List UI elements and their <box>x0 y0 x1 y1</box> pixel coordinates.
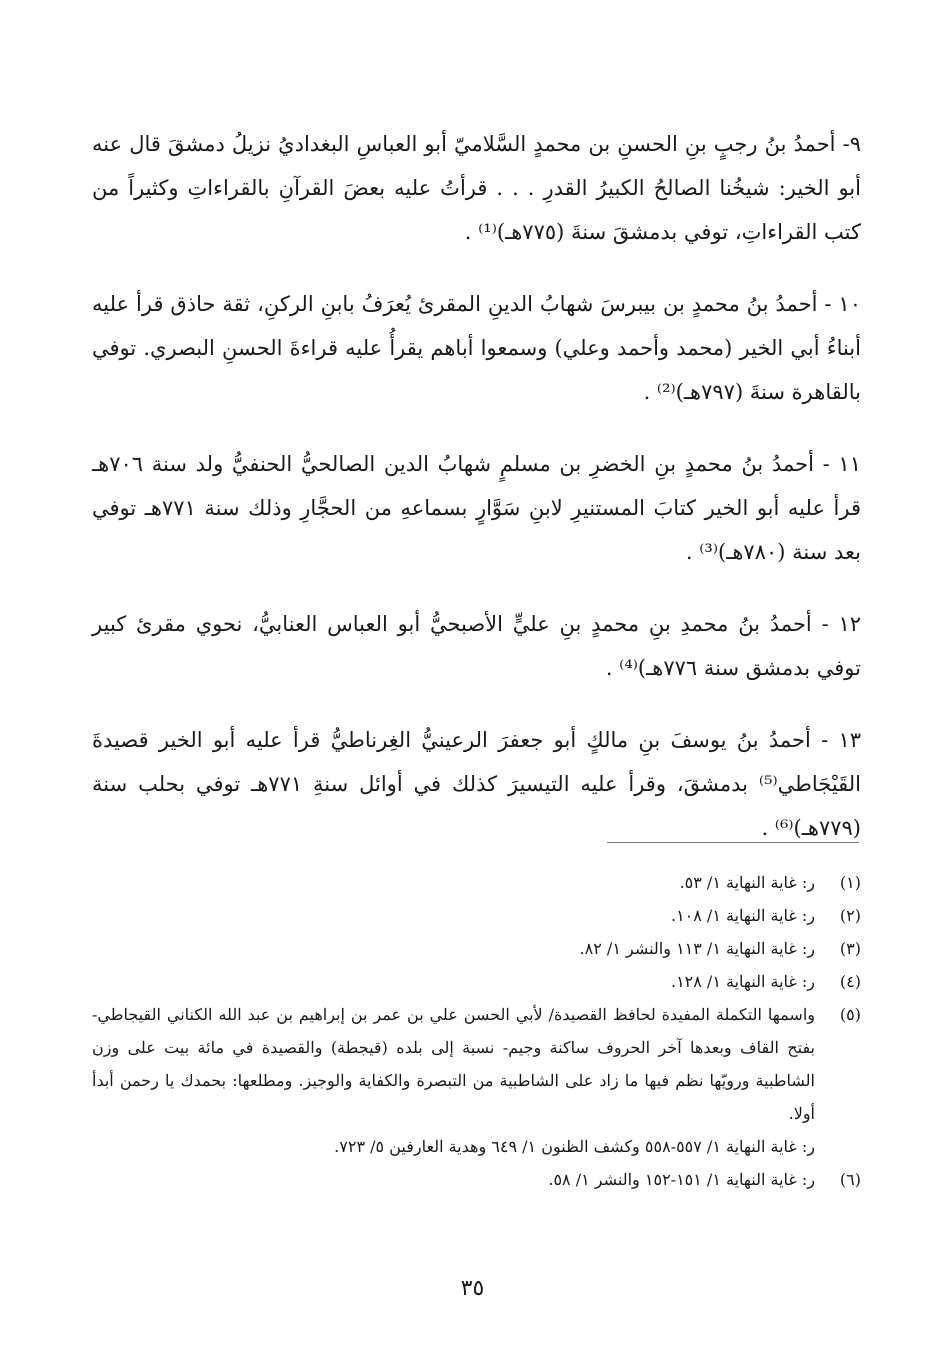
entry-number: ٩- <box>842 132 861 156</box>
footnote-5-reference: ر: غاية النهاية ١/ ٥٥٧-٥٥٨ وكشف الظنون ١/ ٦٤٩ وهدية العارفين ٥/ ٧٢٣. <box>334 1137 815 1156</box>
footnote-text: ر: غاية النهاية ١/ ١٠٨. <box>670 906 815 925</box>
entry-text: أحمدُ بنُ رجبٍ بنِ الحسنِ بن محمدٍ السَّلاميّ أبو العباسِ البغداديُ نزيلُ دمشقَ قال عنه أبو الخير: شيخُنا الصالحُ الكبيرُ القدرِ . . . قرأتُ عليه بعضَ القرآنِ بالقراءاتِ وكثيراً من كتب القراءاتِ، توفي بدمشقَ سنةَ (٧٧٥هـ)⁽¹⁾ . <box>92 132 861 244</box>
footnote-text: ر: غاية النهاية ١/ ١٥١-١٥٢ والنشر ١/ ٥٨. <box>548 1170 815 1189</box>
biography-entries <box>92 122 861 878</box>
footnote-number: (٢) <box>839 906 861 925</box>
entry-number: ١٢ - <box>821 612 861 636</box>
footnote-number: (٥) <box>839 1005 861 1024</box>
entry-text: أحمدُ بنُ يوسفَ بنِ مالكٍ أبو جعفرَ الرعينيُّ الغِرناطيُّ قرأ عليه أبو الخير قصيدةَ القَيْجَاطي⁽⁵⁾ بدمشقَ، وقرأ عليه التيسيرَ كذلك في أوائل سنةِ ٧٧١هـ توفي بحلب سنة (٧٧٩هـ)⁽⁶⁾ . <box>92 728 862 840</box>
footnote-4 <box>92 965 861 998</box>
footnote-1 <box>92 866 861 899</box>
footnote-divider <box>607 842 859 843</box>
biography-entry-11 <box>92 442 861 574</box>
entry-number: ١٣ - <box>821 728 861 752</box>
footnote-text: ر: غاية النهاية ١/ ١١٣ والنشر ١/ ٨٢. <box>579 939 815 958</box>
entry-text: أحمدُ بنُ محمدٍ بنِ الخضرِ بن مسلمٍ شهابُ الدين الصالحيُّ الحنفيُّ ولد سنة ٧٠٦هـ قرأ عليه أبو الخير كتابَ المستنيرِ لابنِ سَوَّارٍ بسماعهِ من الحجَّارِ وذلك سنة ٧٧١هـ توفي بعد سنة (٧٨٠هـ)⁽³⁾ . <box>92 452 861 564</box>
footnote-number: (٣) <box>839 939 861 958</box>
page-number: ٣٥ <box>460 1276 485 1301</box>
footnote-2 <box>92 899 861 932</box>
footnotes <box>92 866 861 1196</box>
footnote-number: (٤) <box>839 972 861 991</box>
biography-entry-13 <box>92 718 861 850</box>
footnote-text: ر: غاية النهاية ١/ ١٢٨. <box>670 972 815 991</box>
footnote-number: (٦) <box>839 1170 861 1189</box>
footnote-number: (١) <box>839 873 861 892</box>
biography-entry-10 <box>92 282 861 414</box>
entry-number: ١١ - <box>822 452 861 476</box>
entry-text: أحمدُ بنُ محمدِ بنِ محمدٍ بنِ عليٍّ الأصبحيُّ أبو العباس العنابيُّ، نحوي مقرئ كبير توفي بدمشق سنة ٧٧٦هـ)⁽⁴⁾ . <box>92 612 861 680</box>
footnote-text: واسمها التكملة المفيدة لحافظ القصيدة/ لأبي الحسن علي بن عمر بن إبراهيم بن عبد الله الكناني القيجاطي- بفتح القاف وبعدها آخر الحروف ساكنة وجيم- نسبة إلى بلده (قيجطة) والقصيدة في مائة بيت على وزن الشاطبية ورويّها نظم فيها ما زاد على الشاطبية من التبصرة والكفاية والوجيز. ومطلعها: بحمدك يا رحمن أبدأ أولا. <box>92 1005 815 1123</box>
biography-entry-9 <box>92 122 861 254</box>
footnote-5 <box>92 998 861 1130</box>
biography-entry-12 <box>92 602 861 690</box>
footnote-text: ر: غاية النهاية ١/ ٥٣. <box>679 873 815 892</box>
footnote-6 <box>92 1163 861 1196</box>
entry-text: أحمدُ بنُ محمدٍ بن بيبرسَ شهابُ الدينِ المقرئ يُعرَفُ بابنِ الركنِ، ثقة حاذق قرأ عليه أبناءُ أبي الخير (محمد وأحمد وعلي) وسمعوا أباهم يقرأُ عليه قراءةَ الحسنِ البصري. توفي بالقاهرة سنةَ (٧٩٧هـ)⁽²⁾ . <box>92 292 861 404</box>
footnote-3 <box>92 932 861 965</box>
entry-number: ١٠ - <box>824 292 861 316</box>
